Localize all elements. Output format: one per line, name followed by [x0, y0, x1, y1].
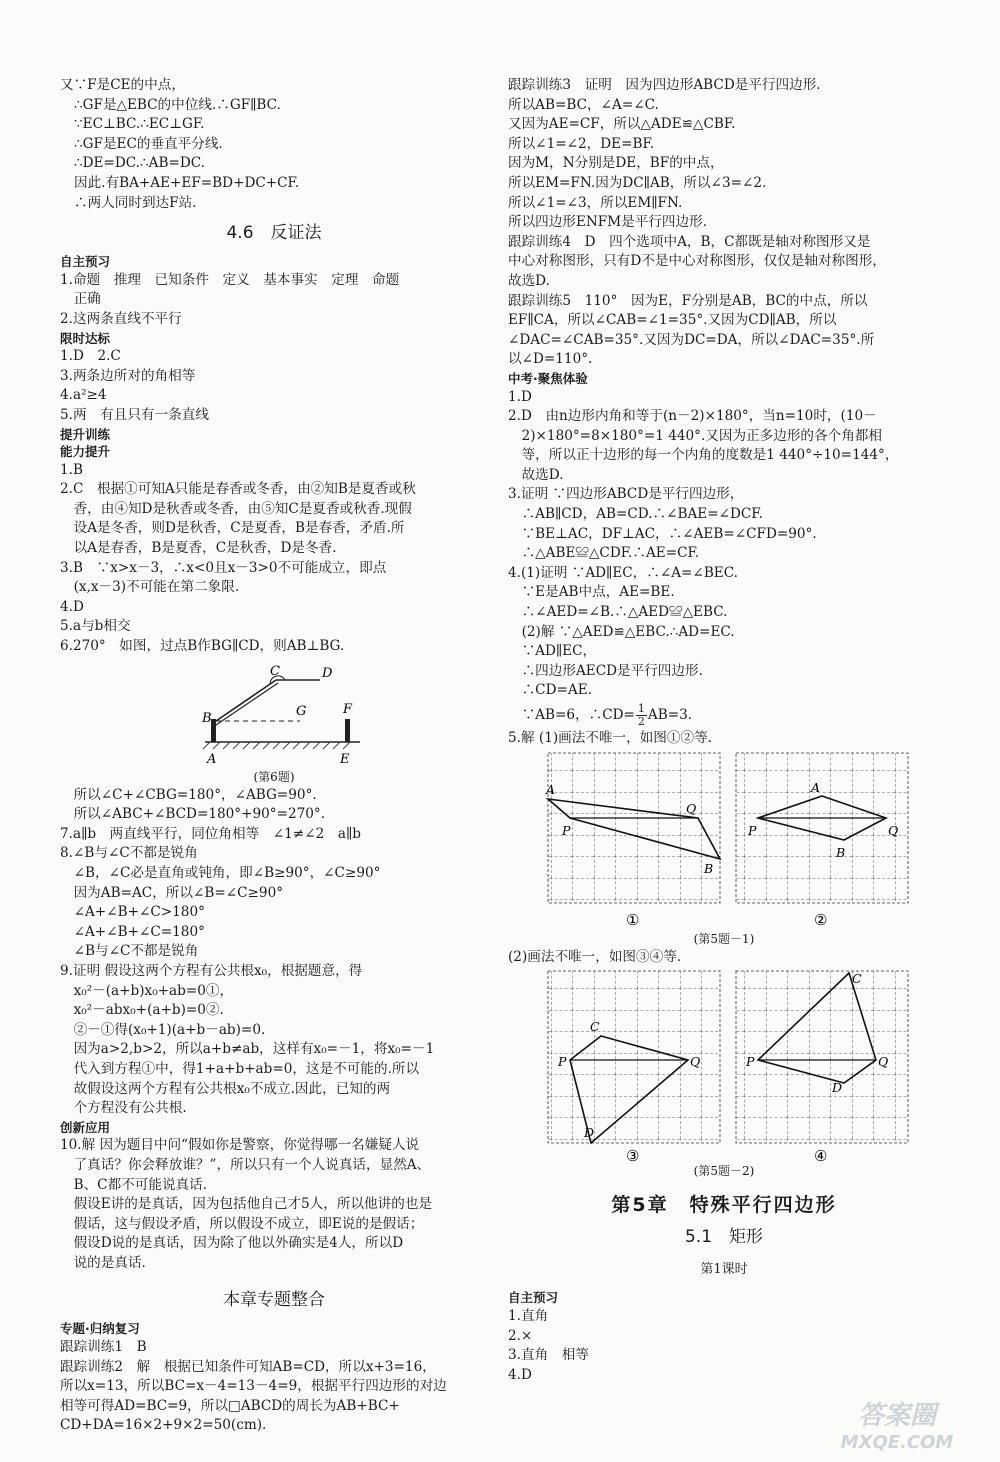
label-D: D — [322, 665, 333, 681]
text-line: 故选D. — [508, 466, 564, 483]
text-line: 所以EM=FN.因为DC∥AB，所以∠3=∠2. — [508, 174, 767, 191]
figure-number-1: ① — [626, 910, 640, 929]
grid3-label-P: P — [558, 1054, 567, 1070]
text-line: 等，所以正十边形的每一个内角的度数是1 440°÷10=144°， — [508, 447, 899, 464]
text-line: 所以∠ABC+∠BCD=180°+90°=270°. — [60, 806, 326, 823]
text-line: ∴CD=AE. — [508, 682, 592, 699]
grid4-label-Q: Q — [878, 1054, 889, 1070]
text-line: ∠DAC=∠CAB=35°.又因为DC=DA，所以∠DAC=35°.所 — [508, 331, 875, 348]
text-line: ∴∠AED=∠B.∴△AED≌△EBC. — [508, 604, 728, 621]
text-line: 又因为AE=CF，所以△ADE≌△CBF. — [508, 116, 736, 133]
text-line: ∵EC⊥BC.∴EC⊥GF. — [74, 116, 205, 133]
text-line: ∠B与∠C不都是锐角 — [60, 943, 199, 960]
text-line: ∵AD∥EC， — [508, 643, 597, 660]
figure-q5-1 — [508, 749, 940, 931]
text-line: 跟踪训练3 证明 因为四边形ABCD是平行四边形. — [508, 77, 821, 93]
text-line: 代入到方程①中，得1+a+b+ab=0，这是不可能的.所以 — [60, 1060, 420, 1077]
figure-q6-caption: (第6题) — [253, 769, 295, 784]
text-line: 设A是冬香，则D是秋香，C是夏香，B是春香，矛盾.所 — [60, 520, 405, 537]
text-line: 因为a>2,b>2，所以a+b≠ab，这样有x₀=－1，将x₀=－1 — [60, 1041, 435, 1058]
text-line: B、C都不可能说真话. — [60, 1176, 208, 1193]
text-line: 因为AB=AC，所以∠B=∠C≥90° — [60, 884, 284, 901]
text-line: 说的是真话. — [60, 1254, 146, 1271]
text-line: 1.D — [508, 388, 532, 405]
text-line: ∴AB∥CD，AB=CD.∴∠BAE=∠DCF. — [508, 506, 763, 523]
text-line: 假话，这与假设矛盾，所以假设不成立，即E说的是假话； — [60, 1215, 424, 1232]
fraction — [636, 703, 647, 728]
text-line: 3.证明 ∵四边形ABCD是平行四边形， — [508, 486, 744, 503]
text-line: 7.a∥b 两直线平行，同位角相等 ∠1≠∠2 a∥b — [60, 825, 361, 842]
watermark-url: MXQE.COM — [840, 1432, 954, 1453]
text-line: 2.C 根据①可知A只能是春香或冬香，由②知B是夏香或秋 — [60, 481, 416, 498]
text-line: 相等可得AD=BC=9，所以□ABCD的周长为AB+BC+ — [60, 1397, 400, 1414]
text-line: 所以∠1=∠3，所以EM∥FN. — [508, 194, 683, 211]
grid3-label-Q: Q — [690, 1054, 701, 1070]
figure-q5-2-grids — [508, 967, 940, 1163]
text-line: 8.∠B与∠C不都是锐角 — [60, 845, 198, 862]
text-line: 2.这两条直线不平行 — [60, 310, 182, 327]
text-line: 香，由④知D是秋香或冬香，由⑤知C是夏香或秋香.现假 — [60, 500, 412, 517]
section-title-zhuanti: 本章专题整合 — [223, 1290, 325, 1311]
subheading-xianshi: 限时达标 — [60, 330, 111, 346]
subheading-zizhu-2: 自主预习 — [508, 1290, 559, 1306]
figure-q5-1-grids — [508, 749, 940, 931]
grid1-label-B: B — [704, 860, 714, 876]
text-line: (2)解 ∵△AED≌△EBC.∴AD=EC. — [508, 623, 735, 640]
grid2-label-P: P — [748, 822, 757, 838]
text-line: 4.D — [508, 1366, 532, 1383]
text-line: ∵E是AB中点，AE=BE. — [508, 584, 675, 601]
text-line: 中心对称图形，只有D不是中心对称图形，仅仅是轴对称图形， — [508, 253, 886, 270]
text-line: 以∠D=110°. — [508, 351, 593, 368]
figure-q6-diagram — [60, 657, 488, 769]
fraction-suffix: AB=3. — [647, 707, 693, 723]
text-line: 4.(1)证明 ∵AD∥EC，∴∠A=∠BEC. — [508, 564, 738, 581]
text-line: 因为M，N分别是DE，BF的中点， — [508, 155, 724, 172]
text-line: 个方程没有公共根. — [60, 1100, 187, 1117]
figure-number-3: ③ — [626, 1147, 640, 1164]
grid1-label-A: A — [546, 781, 556, 797]
figure-number-2: ② — [814, 910, 828, 929]
text-line: x₀²－(a+b)x₀+ab=0①， — [60, 982, 234, 999]
text-line: 5.a与b相交 — [60, 618, 131, 635]
grid4-label-D: D — [832, 1080, 843, 1096]
figure-q5-1-caption: (第5题－1) — [693, 931, 755, 946]
text-line: 2.D 由n边形内角和等于(n－2)×180°，当n=10时，(10－ — [508, 408, 877, 425]
text-line: 以A是春香，B是夏香，C是秋香，D是冬香. — [60, 540, 337, 557]
figure-q6 — [60, 657, 488, 769]
text-line: 2)×180°=8×180°=1 440°.又因为正多边形的各个角都相 — [508, 427, 882, 444]
section-title-4-6: 4.6 反证法 — [226, 223, 322, 244]
text-line: 因此.有BA+AE+EF=BD+DC+CF. — [74, 174, 300, 191]
lesson-title: 第1课时 — [700, 1261, 748, 1277]
left-column — [60, 76, 488, 1436]
subheading-chuangxin: 创新应用 — [60, 1119, 111, 1135]
text-line: 假设D说的是真话，因为除了他以外确实是4人，所以D — [60, 1235, 404, 1252]
fraction-line — [508, 701, 940, 729]
text-line: 跟踪训练1 B — [60, 1339, 147, 1356]
subheading-nengli: 能力提升 — [60, 444, 111, 460]
text-line: 故假设这两个方程有公共根x₀不成立.因此，已知的两 — [60, 1080, 391, 1097]
text-line: ②－①得(x₀+1)(a+b－ab)=0. — [60, 1021, 266, 1038]
text-line: (2)画法不唯一，如图③④等. — [508, 948, 682, 965]
fraction-denominator: 2 — [637, 715, 645, 728]
text-line: 3.B ∵x>x－3，∴x<0且x－3>0不可能成立，即点 — [60, 559, 387, 576]
text-line: 5.两 有且只有一条直线 — [60, 406, 209, 423]
subheading-zhongkao: 中考·聚焦体验 — [508, 370, 588, 386]
figure-number-4: ④ — [814, 1147, 828, 1164]
chapter-title: 第5章 特殊平行四边形 — [611, 1194, 837, 1217]
grid3-label-C: C — [590, 1019, 600, 1035]
watermark-logo — [802, 1394, 992, 1454]
text-line: ∠A+∠B+∠C>180° — [60, 904, 205, 921]
text-line: 1.B — [60, 461, 83, 478]
text-line: 又∵F是CE的中点， — [60, 77, 185, 93]
text-line: x₀²－abx₀+(a+b)=0②. — [60, 1002, 224, 1019]
proof-continuation — [60, 76, 488, 213]
grid4-label-P: P — [746, 1054, 755, 1070]
label-F: F — [343, 701, 353, 717]
text-line: ∠A+∠B+∠C=180° — [60, 923, 205, 940]
label-A: A — [207, 751, 217, 767]
text-line: 所以x=13，所以BC=x－4=13－4=9，根据平行四边形的对边 — [60, 1378, 447, 1395]
fraction-prefix: ∵AB=6，∴CD= — [508, 707, 635, 723]
text-line: 9.证明 假设这两个方程有公共根x₀，根据题意，得 — [60, 962, 363, 979]
fraction-numerator: 1 — [637, 702, 645, 715]
text-line: ∴四边形AECD是平行四边形. — [508, 662, 703, 679]
label-E: E — [340, 751, 350, 767]
text-line: 假设E讲的是真话，因为包括他自己才5人，所以他讲的也是 — [60, 1196, 433, 1213]
text-line: 跟踪训练5 110° 因为E，F分别是AB，BC的中点，所以 — [508, 292, 868, 309]
right-column — [508, 76, 940, 1385]
text-line: 10.解 因为题目中问“假如你是警察，你觉得哪一名嫌疑人说 — [60, 1137, 420, 1154]
text-line: 3.两条边所对的角相等 — [60, 367, 196, 384]
label-B: B — [202, 710, 212, 726]
text-line: ∴两人同时到达F站. — [74, 194, 197, 211]
figure-q5-2 — [508, 967, 940, 1163]
subheading-zhuanti: 专题·归纳复习 — [60, 1321, 140, 1337]
grid1-label-Q: Q — [686, 800, 697, 816]
grid2-label-Q: Q — [888, 822, 899, 838]
section-title-5-1: 5.1 矩形 — [684, 1226, 764, 1247]
text-line: 1.D 2.C — [60, 348, 121, 365]
label-C: C — [270, 663, 280, 679]
grid3-label-D: D — [584, 1125, 595, 1141]
text-line: ∴DE=DC.∴AB=DC. — [74, 155, 205, 172]
text-line: 5.解 (1)画法不唯一，如图①②等. — [508, 730, 712, 746]
grid2-label-A: A — [811, 779, 821, 795]
text-line: CD+DA=16×2+9×2=50(cm). — [60, 1417, 267, 1434]
text-line: 了真话？你会释放谁？”，所以只有一个人说真话，显然A、 — [60, 1156, 431, 1173]
text-line: 跟踪训练2 解 根据已知条件可知AB=CD，所以x+3=16， — [60, 1358, 436, 1375]
text-line: 1.直角 — [508, 1307, 549, 1324]
text-line: 4.D — [60, 598, 84, 615]
text-line: 1.命题 推理 已知条件 定义 基本事实 定理 命题 — [60, 271, 400, 288]
text-line: 4.a²≥4 — [60, 387, 107, 404]
text-line: ∠B，∠C必是直角或钝角，即∠B≥90°，∠C≥90° — [60, 865, 381, 881]
text-line: ∵BE⊥AC，DF⊥AC，∴∠AEB=∠CFD=90°. — [508, 525, 817, 542]
subheading-zizhu: 自主预习 — [60, 254, 111, 270]
text-line: ∴GF是EC的垂直平分线. — [74, 135, 223, 152]
text-line: 所以∠1=∠2，DE=BF. — [508, 135, 655, 152]
text-line: EF∥CA，所以∠CAB=∠1=35°.又因为CD∥AB，所以 — [508, 312, 837, 329]
text-line: (x,x－3)不可能在第二象限. — [60, 579, 240, 596]
grid1-label-P: P — [562, 822, 571, 838]
text-line: 故选D. — [508, 272, 550, 289]
grid2-label-B: B — [836, 844, 846, 860]
text-line: 2.× — [508, 1327, 533, 1344]
text-line: 6.270° 如图，过点B作BG∥CD，则AB⊥BG. — [60, 638, 345, 655]
text-line: 跟踪训练4 D 四个选项中A，B，C都既是轴对称图形又是 — [508, 233, 871, 250]
grid4-label-C: C — [852, 971, 862, 987]
label-G: G — [296, 703, 307, 719]
text-line: ∴GF是△EBC的中位线.∴GF∥BC. — [74, 96, 281, 113]
text-line: 所以∠C+∠CBG=180°，∠ABG=90°. — [60, 786, 317, 803]
text-line: 3.直角 相等 — [508, 1347, 589, 1364]
text-line: ∴△ABE≌△CDF.∴AE=CF. — [508, 545, 700, 562]
text-line: 所以四边形ENFM是平行四边形. — [508, 214, 708, 231]
text-line: 正确 — [60, 291, 101, 308]
watermark-text: 答案圈 — [857, 1401, 937, 1431]
figure-q5-2-caption: (第5题－2) — [693, 1164, 755, 1179]
subheading-tisheng: 提升训练 — [60, 426, 111, 442]
text-line: 所以AB=BC，∠A=∠C. — [508, 96, 659, 113]
